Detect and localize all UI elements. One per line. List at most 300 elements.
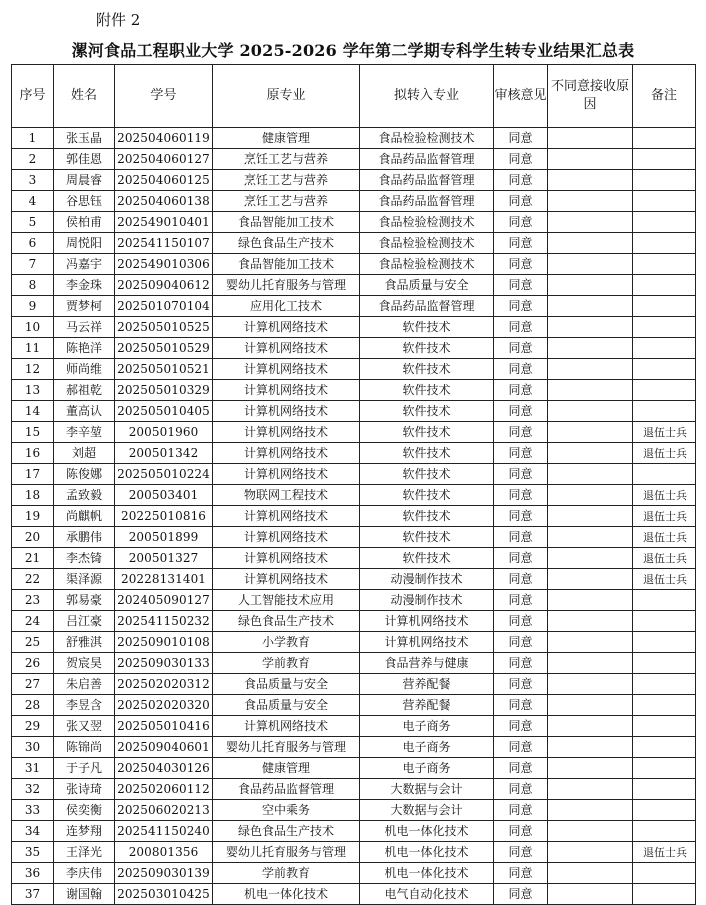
cell-target-major: 大数据与会计 [360,800,494,821]
cell-opinion: 同意 [494,464,548,485]
cell-opinion: 同意 [494,632,548,653]
cell-opinion: 同意 [494,296,548,317]
cell-student-id: 202502060112 [115,779,213,800]
table-row [12,359,696,380]
cell-reject-reason [548,590,633,611]
cell-opinion: 同意 [494,422,548,443]
cell-student-id: 200801356 [115,842,213,863]
cell-original-major: 烹饪工艺与营养 [213,170,360,191]
cell-student-id: 202549010401 [115,212,213,233]
cell-target-major: 大数据与会计 [360,779,494,800]
cell-remark: 退伍士兵 [633,842,696,863]
header-no: 序号 [12,65,54,128]
table-row [12,569,696,590]
cell-no: 37 [12,884,54,905]
cell-no: 24 [12,611,54,632]
cell-no: 21 [12,548,54,569]
cell-no: 19 [12,506,54,527]
cell-name: 李金珠 [54,275,115,296]
cell-name: 张诗琦 [54,779,115,800]
cell-remark [633,233,696,254]
cell-target-major: 软件技术 [360,485,494,506]
cell-original-major: 计算机网络技术 [213,317,360,338]
header-target-major: 拟转入专业 [360,65,494,128]
cell-opinion: 同意 [494,149,548,170]
cell-reject-reason [548,758,633,779]
cell-original-major: 小学教育 [213,632,360,653]
cell-name: 李辛堃 [54,422,115,443]
cell-student-id: 202509040612 [115,275,213,296]
cell-opinion: 同意 [494,233,548,254]
table-row [12,128,696,149]
table-row [12,737,696,758]
cell-remark [633,191,696,212]
cell-name: 张又翌 [54,716,115,737]
cell-original-major: 健康管理 [213,128,360,149]
cell-original-major: 婴幼儿托育服务与管理 [213,842,360,863]
cell-remark: 退伍士兵 [633,422,696,443]
cell-original-major: 食品智能加工技术 [213,212,360,233]
table-row [12,380,696,401]
cell-student-id: 202541150107 [115,233,213,254]
cell-name: 舒雅淇 [54,632,115,653]
cell-opinion: 同意 [494,359,548,380]
table-row [12,695,696,716]
cell-opinion: 同意 [494,380,548,401]
cell-name: 李昱含 [54,695,115,716]
cell-original-major: 计算机网络技术 [213,380,360,401]
cell-remark [633,737,696,758]
cell-remark [633,380,696,401]
cell-remark [633,275,696,296]
table-row [12,170,696,191]
cell-name: 谷思钰 [54,191,115,212]
table-row [12,506,696,527]
cell-no: 6 [12,233,54,254]
cell-original-major: 食品药品监督管理 [213,779,360,800]
cell-name: 郭佳恩 [54,149,115,170]
cell-target-major: 食品质量与安全 [360,275,494,296]
cell-name: 冯嘉宇 [54,254,115,275]
cell-remark [633,254,696,275]
cell-no: 32 [12,779,54,800]
cell-name: 连梦翔 [54,821,115,842]
cell-target-major: 软件技术 [360,359,494,380]
cell-name: 郭易豪 [54,590,115,611]
cell-name: 朱启善 [54,674,115,695]
table-row [12,275,696,296]
cell-remark [633,338,696,359]
cell-no: 28 [12,695,54,716]
cell-name: 尚麒帆 [54,506,115,527]
cell-no: 4 [12,191,54,212]
cell-student-id: 20228131401 [115,569,213,590]
cell-reject-reason [548,821,633,842]
cell-target-major: 计算机网络技术 [360,611,494,632]
table-row [12,485,696,506]
cell-target-major: 软件技术 [360,548,494,569]
cell-student-id: 202505010529 [115,338,213,359]
cell-remark: 退伍士兵 [633,548,696,569]
table-body [12,128,696,905]
table-row [12,338,696,359]
cell-original-major: 烹饪工艺与营养 [213,191,360,212]
cell-original-major: 计算机网络技术 [213,506,360,527]
cell-student-id: 202509010108 [115,632,213,653]
cell-reject-reason [548,170,633,191]
cell-no: 10 [12,317,54,338]
cell-opinion: 同意 [494,611,548,632]
cell-remark [633,800,696,821]
cell-reject-reason [548,191,633,212]
table-row [12,884,696,905]
cell-opinion: 同意 [494,842,548,863]
table-row [12,863,696,884]
cell-reject-reason [548,380,633,401]
cell-name: 侯柏甫 [54,212,115,233]
cell-student-id: 202405090127 [115,590,213,611]
cell-target-major: 计算机网络技术 [360,632,494,653]
table-row [12,548,696,569]
document-title: 漯河食品工程职业大学 2025-2026 学年第二学期专科学生转专业结果汇总表 [71,41,635,60]
cell-opinion: 同意 [494,716,548,737]
cell-reject-reason [548,506,633,527]
cell-student-id: 202505010521 [115,359,213,380]
cell-original-major: 计算机网络技术 [213,716,360,737]
cell-opinion: 同意 [494,506,548,527]
cell-remark: 退伍士兵 [633,506,696,527]
cell-target-major: 食品药品监督管理 [360,191,494,212]
cell-name: 郝祖乾 [54,380,115,401]
cell-remark: 退伍士兵 [633,527,696,548]
cell-original-major: 计算机网络技术 [213,464,360,485]
cell-original-major: 烹饪工艺与营养 [213,149,360,170]
cell-name: 贺宸昊 [54,653,115,674]
cell-original-major: 计算机网络技术 [213,443,360,464]
cell-opinion: 同意 [494,170,548,191]
cell-opinion: 同意 [494,191,548,212]
cell-no: 5 [12,212,54,233]
cell-student-id: 202501070104 [115,296,213,317]
cell-reject-reason [548,674,633,695]
cell-remark [633,128,696,149]
cell-opinion: 同意 [494,443,548,464]
cell-name: 陈锦尚 [54,737,115,758]
cell-original-major: 绿色食品生产技术 [213,233,360,254]
cell-target-major: 食品检验检测技术 [360,254,494,275]
cell-target-major: 食品检验检测技术 [360,128,494,149]
cell-no: 15 [12,422,54,443]
cell-remark [633,653,696,674]
cell-reject-reason [548,611,633,632]
cell-name: 渠泽源 [54,569,115,590]
cell-name: 陈俊娜 [54,464,115,485]
cell-original-major: 绿色食品生产技术 [213,611,360,632]
cell-no: 12 [12,359,54,380]
cell-no: 13 [12,380,54,401]
cell-opinion: 同意 [494,737,548,758]
cell-name: 张玉晶 [54,128,115,149]
cell-name: 承鹏伟 [54,527,115,548]
table-row [12,296,696,317]
cell-no: 11 [12,338,54,359]
cell-student-id: 202504060125 [115,170,213,191]
cell-opinion: 同意 [494,401,548,422]
cell-name: 孟致毅 [54,485,115,506]
cell-original-major: 应用化工技术 [213,296,360,317]
cell-opinion: 同意 [494,800,548,821]
cell-original-major: 物联网工程技术 [213,485,360,506]
cell-original-major: 食品质量与安全 [213,695,360,716]
cell-original-major: 食品质量与安全 [213,674,360,695]
cell-target-major: 软件技术 [360,338,494,359]
cell-student-id: 200501327 [115,548,213,569]
cell-original-major: 食品智能加工技术 [213,254,360,275]
cell-student-id: 202502020312 [115,674,213,695]
cell-name: 吕江豪 [54,611,115,632]
header-student-id: 学号 [115,65,213,128]
cell-original-major: 婴幼儿托育服务与管理 [213,275,360,296]
cell-original-major: 计算机网络技术 [213,401,360,422]
cell-target-major: 电子商务 [360,758,494,779]
cell-opinion: 同意 [494,653,548,674]
cell-name: 李庆伟 [54,863,115,884]
cell-target-major: 营养配餐 [360,674,494,695]
cell-reject-reason [548,653,633,674]
cell-target-major: 软件技术 [360,380,494,401]
cell-opinion: 同意 [494,317,548,338]
table-row [12,443,696,464]
cell-no: 1 [12,128,54,149]
cell-target-major: 营养配餐 [360,695,494,716]
cell-no: 20 [12,527,54,548]
cell-original-major: 学前教育 [213,653,360,674]
cell-opinion: 同意 [494,485,548,506]
cell-student-id: 202502020320 [115,695,213,716]
cell-original-major: 健康管理 [213,758,360,779]
cell-original-major: 计算机网络技术 [213,569,360,590]
cell-target-major: 软件技术 [360,527,494,548]
table-row [12,821,696,842]
cell-student-id: 202503010425 [115,884,213,905]
cell-target-major: 食品检验检测技术 [360,233,494,254]
cell-name: 陈艳洋 [54,338,115,359]
table-row [12,611,696,632]
cell-no: 34 [12,821,54,842]
cell-no: 16 [12,443,54,464]
table-row [12,212,696,233]
cell-target-major: 电子商务 [360,737,494,758]
header-original-major: 原专业 [213,65,360,128]
cell-target-major: 软件技术 [360,443,494,464]
cell-name: 周晨睿 [54,170,115,191]
cell-reject-reason [548,569,633,590]
cell-remark: 退伍士兵 [633,443,696,464]
table-row [12,842,696,863]
cell-reject-reason [548,800,633,821]
cell-remark [633,149,696,170]
cell-remark [633,170,696,191]
cell-reject-reason [548,716,633,737]
cell-reject-reason [548,254,633,275]
cell-original-major: 绿色食品生产技术 [213,821,360,842]
cell-remark [633,317,696,338]
cell-opinion: 同意 [494,779,548,800]
cell-name: 贾梦柯 [54,296,115,317]
cell-target-major: 食品药品监督管理 [360,149,494,170]
cell-reject-reason [548,842,633,863]
cell-no: 22 [12,569,54,590]
cell-opinion: 同意 [494,527,548,548]
cell-student-id: 20225010816 [115,506,213,527]
cell-student-id: 202509030139 [115,863,213,884]
cell-original-major: 计算机网络技术 [213,527,360,548]
table-row [12,233,696,254]
table-row [12,779,696,800]
cell-remark: 退伍士兵 [633,485,696,506]
cell-student-id: 200503401 [115,485,213,506]
cell-opinion: 同意 [494,821,548,842]
cell-name: 周悦阳 [54,233,115,254]
cell-reject-reason [548,401,633,422]
header-reject-reason: 不同意接收原因 [548,65,633,128]
cell-student-id: 202509040601 [115,737,213,758]
cell-reject-reason [548,317,633,338]
cell-target-major: 软件技术 [360,317,494,338]
cell-reject-reason [548,779,633,800]
cell-name: 李杰锜 [54,548,115,569]
cell-opinion: 同意 [494,128,548,149]
cell-target-major: 软件技术 [360,422,494,443]
cell-remark [633,359,696,380]
cell-target-major: 机电一体化技术 [360,863,494,884]
cell-remark [633,401,696,422]
cell-no: 14 [12,401,54,422]
cell-remark [633,212,696,233]
cell-reject-reason [548,338,633,359]
cell-remark [633,758,696,779]
cell-reject-reason [548,464,633,485]
cell-reject-reason [548,884,633,905]
cell-reject-reason [548,443,633,464]
cell-opinion: 同意 [494,758,548,779]
cell-opinion: 同意 [494,254,548,275]
cell-student-id: 202504060138 [115,191,213,212]
cell-student-id: 202504030126 [115,758,213,779]
table-row [12,716,696,737]
cell-target-major: 软件技术 [360,506,494,527]
cell-target-major: 电气自动化技术 [360,884,494,905]
header-remark: 备注 [633,65,696,128]
cell-target-major: 食品药品监督管理 [360,170,494,191]
cell-reject-reason [548,737,633,758]
cell-original-major: 机电一体化技术 [213,884,360,905]
cell-no: 33 [12,800,54,821]
cell-no: 31 [12,758,54,779]
cell-opinion: 同意 [494,275,548,296]
cell-student-id: 202549010306 [115,254,213,275]
table-row [12,674,696,695]
cell-reject-reason [548,359,633,380]
cell-target-major: 食品营养与健康 [360,653,494,674]
cell-target-major: 软件技术 [360,464,494,485]
cell-opinion: 同意 [494,590,548,611]
cell-opinion: 同意 [494,863,548,884]
cell-name: 侯奕衡 [54,800,115,821]
cell-student-id: 200501960 [115,422,213,443]
transfer-result-table [11,64,696,905]
cell-student-id: 202505010329 [115,380,213,401]
cell-reject-reason [548,233,633,254]
cell-reject-reason [548,632,633,653]
cell-reject-reason [548,212,633,233]
cell-no: 18 [12,485,54,506]
table-row [12,401,696,422]
cell-student-id: 202505010416 [115,716,213,737]
cell-original-major: 计算机网络技术 [213,338,360,359]
cell-student-id: 202509030133 [115,653,213,674]
cell-target-major: 电子商务 [360,716,494,737]
cell-student-id: 202541150232 [115,611,213,632]
cell-student-id: 202506020213 [115,800,213,821]
cell-original-major: 空中乘务 [213,800,360,821]
cell-no: 25 [12,632,54,653]
cell-remark [633,884,696,905]
cell-name: 马云祥 [54,317,115,338]
attachment-label: 附件 2 [96,11,141,29]
cell-opinion: 同意 [494,548,548,569]
cell-original-major: 计算机网络技术 [213,359,360,380]
cell-reject-reason [548,149,633,170]
cell-no: 2 [12,149,54,170]
cell-reject-reason [548,695,633,716]
table-row [12,254,696,275]
cell-name: 于子凡 [54,758,115,779]
table-row [12,590,696,611]
cell-no: 9 [12,296,54,317]
table-row [12,317,696,338]
cell-opinion: 同意 [494,695,548,716]
cell-opinion: 同意 [494,212,548,233]
cell-original-major: 计算机网络技术 [213,548,360,569]
cell-no: 36 [12,863,54,884]
cell-original-major: 学前教育 [213,863,360,884]
cell-student-id: 202505010525 [115,317,213,338]
cell-no: 23 [12,590,54,611]
cell-student-id: 202504060127 [115,149,213,170]
table-row [12,191,696,212]
cell-student-id: 200501342 [115,443,213,464]
cell-remark [633,296,696,317]
cell-original-major: 婴幼儿托育服务与管理 [213,737,360,758]
header-row [12,65,696,128]
cell-remark [633,695,696,716]
table-header [12,65,696,128]
cell-opinion: 同意 [494,338,548,359]
cell-no: 26 [12,653,54,674]
cell-original-major: 人工智能技术应用 [213,590,360,611]
cell-opinion: 同意 [494,884,548,905]
cell-student-id: 202541150240 [115,821,213,842]
cell-student-id: 202505010224 [115,464,213,485]
cell-target-major: 机电一体化技术 [360,821,494,842]
cell-no: 30 [12,737,54,758]
cell-no: 3 [12,170,54,191]
header-opinion: 审核意见 [494,65,548,128]
cell-name: 师尚维 [54,359,115,380]
cell-remark [633,779,696,800]
cell-name: 王泽光 [54,842,115,863]
